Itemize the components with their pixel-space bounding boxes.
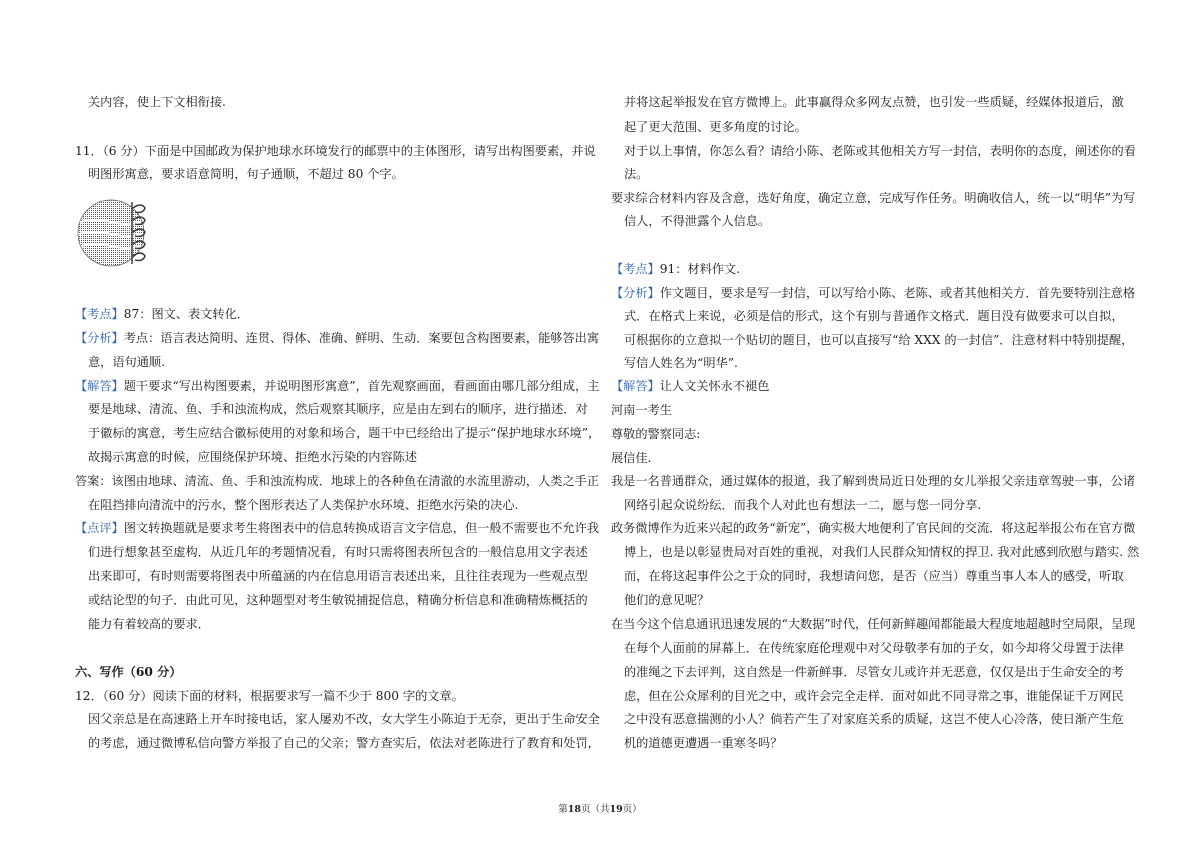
text-line: 他们的意见呢？	[624, 593, 710, 607]
text-line: 对于以上事情，你怎么看？请给小陈、老陈或其他相关方写一封信，表明你的态度，阐述你的看	[624, 144, 1136, 158]
text-line: 或结论型的句子．由此可见，这种题型对考生敏锐捕捉信息，精确分析信息和准确精炼概括的	[88, 593, 588, 607]
text-line: 关内容，使上下文相衔接.	[88, 95, 226, 109]
text-line: 法。	[624, 167, 649, 181]
dianping-line	[75, 520, 599, 536]
text-line: 出来即可，有时则需要将图表中所蕴涵的内在信息用语言表述出来，且往往表现为一些观点型	[88, 569, 588, 583]
text-line: 们进行想象甚至虚构．从近几年的考题情况看，有时只需将图表所包含的一般信息用文字表述	[88, 545, 588, 559]
kaodian-line	[75, 306, 249, 322]
kaodian-line	[611, 261, 740, 277]
kaodian-text: 91：材料作文.	[659, 262, 741, 276]
text-line: 的考虑，通过微博私信向警方举报了自己的父亲；警方查实后，依法对老陈进行了教育和处罚，	[88, 736, 600, 750]
fenxi-tag: 【分析】	[75, 331, 124, 345]
text-line: 信人，不得泄露个人信息。	[624, 214, 771, 228]
text-line: 网络引起众说纷纭．而我个人对此也有想法一二，愿与您一同分享.	[624, 498, 982, 512]
page-total: 19	[609, 804, 623, 815]
section-title: 六、写作（60 分）	[75, 665, 182, 679]
dianping-text: 图文转换题就是要求考生将图表中的信息转换成语言文字信息，但一般不需要也不允许我	[123, 521, 600, 535]
fenxi-line	[611, 285, 1135, 301]
text-line: 能力有着较高的要求．	[88, 617, 210, 631]
page-label-a: 第	[558, 804, 568, 815]
text-line: 政务微博作为近来兴起的政务“新宠”，确实极大地便利了官民间的交流．将这起举报公布在官方微	[611, 521, 1136, 535]
jieda-text: 题干要求“写出构图要素，并说明图形寓意”，首先观察画面，看画面由哪几部分组成，主	[123, 379, 600, 393]
fenxi-tag: 【分析】	[611, 286, 660, 300]
text-line: 可根据你的立意拟一个贴切的题目，也可以直接写“给 XXX 的一封信”．注意材料中特别提醒，	[624, 333, 1134, 347]
essay-title: 让人文关怀永不褪色	[659, 379, 770, 393]
answer-line: 答案：该图由地球、清流、鱼、手和浊流构成．地球上的各种鱼在清澈的水流里游动，人类之手正	[75, 474, 600, 488]
page-footer	[0, 804, 1200, 816]
text-line: 于徽标的寓意，考生应结合徽标使用的对象和场合，题干中已经给出了提示“保护地球水环境”，	[88, 426, 601, 440]
text-line: 在当今这个信息通讯迅速发展的“大数据”时代，任何新鲜趣闻都能最大程度地超越时空局限，呈现	[611, 617, 1136, 631]
text-line: 要是地球、清流、鱼、手和浊流构成，然后观察其顺序，应是由左到右的顺序，进行描述．对	[88, 402, 588, 416]
jieda-tag: 【解答】	[611, 379, 660, 393]
text-line: 的准绳之下去评判，这自然是一件新鲜事．尽管女儿或许并无恶意，仅仅是出于生命安全的考	[624, 665, 1124, 679]
text-line: 而，在将这起事件公之于众的同时，我想请问您，是否（应当）尊重当事人本人的感受，听取	[624, 569, 1124, 583]
fenxi-text: 作文题目，要求是写一封信，可以写给小陈、老陈、或者其他相关方．首先要特别注意格	[659, 286, 1136, 300]
text-line: 博上，也是以彰显贵局对百姓的重视，对我们人民群众知情权的捍卫. 我对此感到欣慰与踏实. 然	[624, 545, 1140, 559]
text-line: 之中没有恶意揣测的小人？倘若产生了对家庭关系的质疑，这岂不使人心冷落，使日渐产生危	[624, 712, 1124, 726]
jieda-line	[75, 378, 599, 394]
kaodian-tag: 【考点】	[611, 262, 660, 276]
text-line: 因父亲总是在高速路上开车时接电话，家人屡劝不改，女大学生小陈迫于无奈，更出于生命安全	[88, 712, 600, 726]
water-protection-emblem	[75, 192, 155, 274]
text-line: 写信人姓名为“明华”.	[624, 356, 738, 370]
text-line: 我是一名普通群众，通过媒体的报道，我了解到贵局近日处理的女儿举报父亲违章驾驶一事，公诸	[611, 474, 1136, 488]
kaodian-tag: 【考点】	[75, 307, 124, 321]
fenxi-text: 考点：语言表达简明、连贯、得体、准确、鲜明、生动．案要包含构图要素，能够答出寓	[123, 331, 600, 345]
text-line: 在每个人面前的屏幕上．在传统家庭伦理观中对父母敬孝有加的子女，如今却将父母置于法律	[624, 641, 1124, 655]
text-line: 虑，但在公众犀利的目光之中，或许会完全走样．面对如此不同寻常之事，谁能保证千万网民	[624, 689, 1124, 703]
right-column	[611, 0, 1151, 800]
question-11: 11．（6 分）下面是中国邮政为保护地球水环境发行的邮票中的主体图形，请写出构图要素，并说	[75, 144, 596, 158]
text-line: 故揭示寓意的时候，应围绕保护环境、拒绝水污染的内容陈述	[88, 450, 418, 464]
text-line: 意，语句通顺.	[88, 355, 165, 369]
text-line: 起了更大范围、更多角度的讨论。	[624, 120, 807, 134]
page-label-b: 页（共	[580, 804, 610, 815]
fenxi-line	[75, 330, 599, 346]
text-line: 并将这起举报发在官方微博上。此事赢得众多网友点赞，也引发一些质疑，经媒体报道后，激	[624, 95, 1124, 109]
question-12: 12．（60 分）阅读下面的材料，根据要求写一篇不少于 800 字的文章。	[75, 689, 464, 703]
essay-author: 河南一考生	[611, 403, 672, 417]
left-column	[75, 0, 615, 800]
page-number: 18	[567, 804, 581, 815]
text-line: 机的道德更遭遇一重寒冬吗？	[624, 736, 783, 750]
text-line: 要求综合材料内容及含意，选好角度，确定立意，完成写作任务。明确收信人，统一以“明华”为写	[611, 191, 1136, 205]
jieda-line	[611, 378, 769, 394]
page-label-c: 页）	[622, 804, 642, 815]
text-line: 明图形寓意，要求语意简明，句子通顺，不超过 80 个字。	[88, 167, 404, 181]
text-line: 在阻挡排向清流中的污水，整个图形表达了人类保护水环境、拒绝水污染的决心.	[88, 498, 519, 512]
kaodian-text: 87：图文、表文转化．	[123, 307, 249, 321]
jieda-tag: 【解答】	[75, 379, 124, 393]
letter-greeting: 展信佳.	[611, 451, 652, 465]
dianping-tag: 【点评】	[75, 521, 124, 535]
text-line: 式．在格式上来说，必须是信的形式，这个有别与普通作文格式．题目没有做要求可以自拟，	[624, 309, 1124, 323]
letter-salutation: 尊敬的警察同志:	[611, 427, 701, 441]
